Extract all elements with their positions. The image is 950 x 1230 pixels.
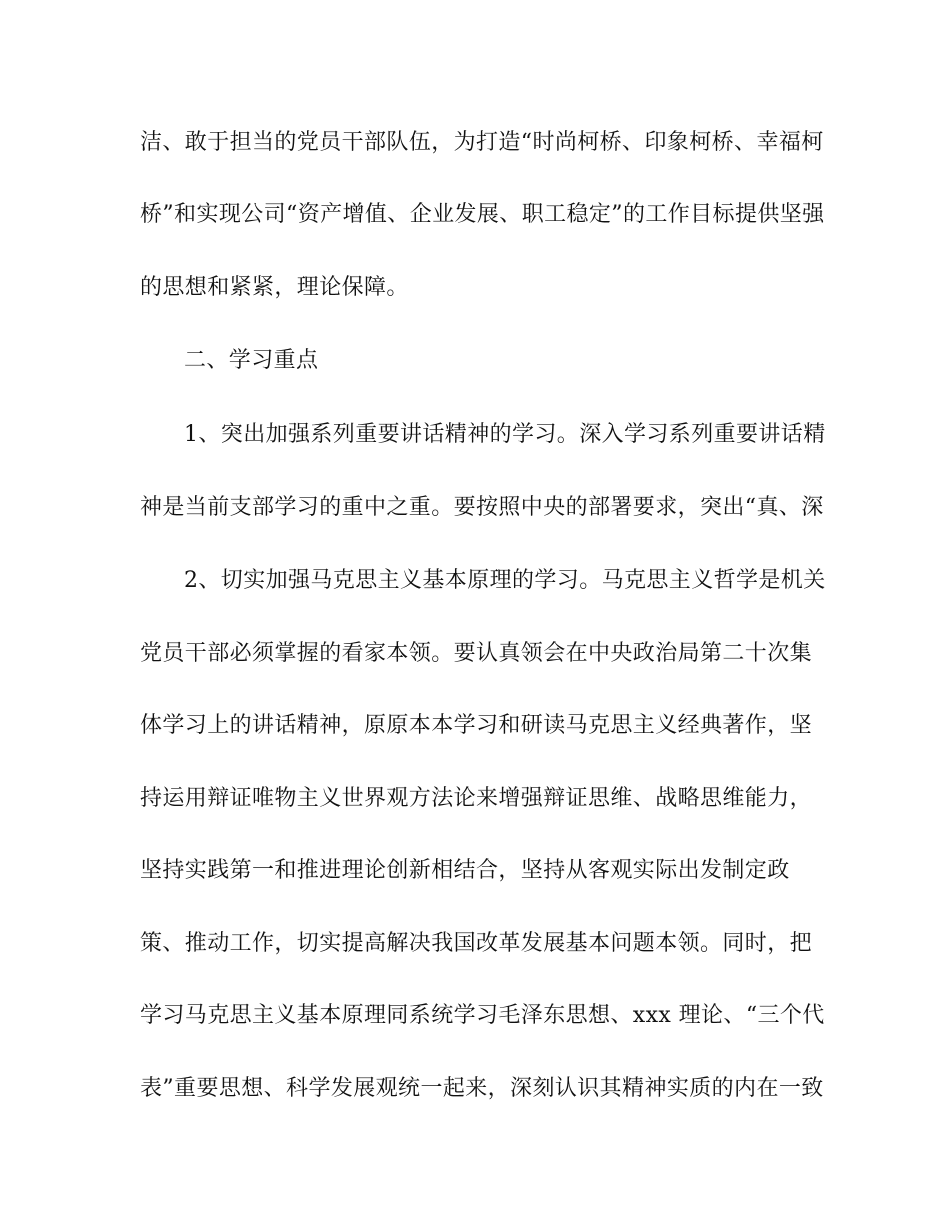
paragraph-line: 神是当前支部学习的重中之重。要按照中央的部署要求，突出“真、深 xyxy=(140,495,824,520)
section-heading: 二、学习重点 xyxy=(184,348,319,373)
paragraph-line: 坚持实践第一和推进理论创新相结合，坚持从客观实际出发制定政 xyxy=(140,858,790,883)
paragraph-line: 2、切实加强马克思主义基本原理的学习。马克思主义哲学是机关 xyxy=(184,568,826,593)
paragraph-line: 1、突出加强系列重要讲话精神的学习。深入学习系列重要讲话精 xyxy=(184,422,826,447)
paragraph-line: 桥”和实现公司“资产增值、企业发展、职工稳定”的工作目标提供坚强 xyxy=(140,202,825,227)
paragraph-line: 的思想和紧紧，理论保障。 xyxy=(140,275,409,300)
paragraph-line: 策、推动工作，切实提高解决我国改革发展基本问题本领。同时，把 xyxy=(140,931,813,956)
paragraph-line: 学习马克思主义基本原理同系统学习毛泽东思想、xxx 理论、“三个代 xyxy=(140,1003,825,1028)
paragraph-line: 洁、敢于担当的党员干部队伍，为打造“时尚柯桥、印象柯桥、幸福柯 xyxy=(140,130,824,155)
paragraph-line: 党员干部必须掌握的看家本领。要认真领会在中央政治局第二十次集 xyxy=(140,641,813,666)
paragraph-line: 体学习上的讲话精神，原原本本学习和研读马克思主义经典著作，坚 xyxy=(140,713,813,738)
paragraph-line: 持运用辩证唯物主义世界观方法论来增强辩证思维、战略思维能力， xyxy=(140,786,813,811)
paragraph-line: 表”重要思想、科学发展观统一起来，深刻认识其精神实质的内在一致 xyxy=(140,1076,824,1101)
